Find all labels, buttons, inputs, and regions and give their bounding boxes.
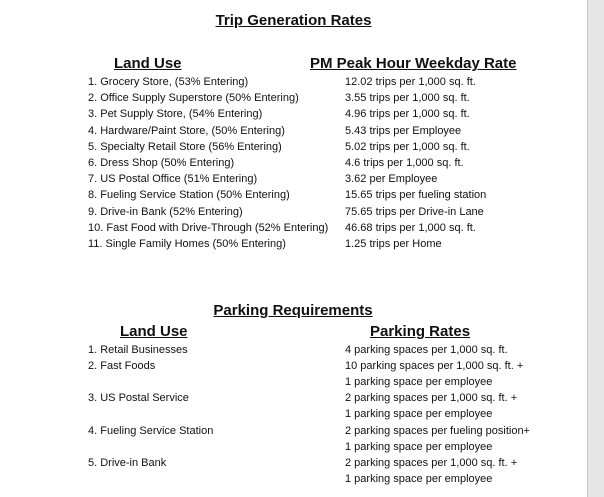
trip-row bbox=[0, 76, 587, 92]
parking-land-use-header: Land Use bbox=[120, 323, 188, 340]
parking-rate-line: 1 parking space per employee bbox=[345, 473, 493, 485]
land-use: 5. Specialty Retail Store (56% Entering) bbox=[88, 140, 282, 153]
parking-requirements-title: Parking Requirements bbox=[213, 302, 373, 319]
trip-rate: 1.25 trips per Home bbox=[345, 237, 442, 250]
trip-row bbox=[0, 125, 587, 141]
parking-rate-list bbox=[0, 344, 587, 489]
trip-row bbox=[0, 222, 587, 238]
trip-rate: 12.02 trips per 1,000 sq. ft. bbox=[345, 76, 476, 88]
parking-row bbox=[0, 360, 587, 392]
trip-row bbox=[0, 189, 587, 205]
trip-rate: 15.65 trips per fueling station bbox=[345, 189, 487, 202]
trip-rate-list bbox=[0, 76, 587, 254]
parking-rate bbox=[345, 392, 517, 424]
land-use: 4. Fueling Service Station bbox=[88, 424, 214, 437]
trip-row bbox=[0, 206, 587, 222]
trip-row bbox=[0, 157, 587, 173]
parking-rate-line: 10 parking spaces per 1,000 sq. ft. + bbox=[345, 360, 524, 372]
trip-row bbox=[0, 238, 587, 254]
land-use: 7. US Postal Office (51% Entering) bbox=[88, 173, 258, 186]
parking-rate bbox=[345, 425, 530, 457]
trip-rate: 46.68 trips per 1,000 sq. ft. bbox=[345, 221, 476, 234]
land-use: 1. Retail Businesses bbox=[88, 344, 188, 356]
land-use: 6. Dress Shop (50% Entering) bbox=[88, 156, 235, 169]
trip-generation-title: Trip Generation Rates bbox=[215, 12, 372, 29]
parking-rate-line: 2 parking spaces per 1,000 sq. ft. + bbox=[345, 457, 518, 469]
land-use: 9. Drive-in Bank (52% Entering) bbox=[88, 205, 243, 218]
land-use: 2. Fast Foods bbox=[88, 360, 156, 372]
parking-rate-line: 2 parking spaces per 1,000 sq. ft. + bbox=[345, 392, 518, 404]
vertical-scrollbar[interactable] bbox=[587, 0, 604, 497]
land-use: 3. US Postal Service bbox=[88, 392, 189, 404]
parking-rate-line: 2 parking spaces per fueling position+ bbox=[345, 424, 530, 437]
trip-rate: 3.55 trips per 1,000 sq. ft. bbox=[345, 92, 470, 105]
land-use: 8. Fueling Service Station (50% Entering) bbox=[88, 189, 290, 202]
trip-row bbox=[0, 173, 587, 189]
land-use: 1. Grocery Store, (53% Entering) bbox=[88, 76, 249, 88]
trip-rate: 5.43 trips per Employee bbox=[345, 124, 462, 137]
trip-row bbox=[0, 92, 587, 108]
parking-rate-line: 1 parking space per employee bbox=[345, 440, 493, 453]
parking-rate: 4 parking spaces per 1,000 sq. ft. bbox=[345, 344, 508, 356]
trip-rate: 75.65 trips per Drive-in Lane bbox=[345, 205, 484, 218]
parking-row bbox=[0, 457, 587, 489]
parking-rate-line: 1 parking space per employee bbox=[345, 376, 493, 388]
land-use: 3. Pet Supply Store, (54% Entering) bbox=[88, 108, 263, 121]
parking-rate-header: Parking Rates bbox=[370, 323, 471, 340]
trip-rate: 3.62 per Employee bbox=[345, 173, 438, 186]
trip-rate: 5.02 trips per 1,000 sq. ft. bbox=[345, 140, 470, 153]
land-use: 10. Fast Food with Drive-Through (52% Entering) bbox=[88, 221, 329, 234]
trip-row bbox=[0, 108, 587, 124]
land-use: 2. Office Supply Superstore (50% Entering) bbox=[88, 92, 299, 105]
parking-row bbox=[0, 392, 587, 425]
trip-rate: 4.6 trips per 1,000 sq. ft. bbox=[345, 156, 464, 169]
trip-rate-header: PM Peak Hour Weekday Rate bbox=[310, 55, 517, 72]
trip-rate: 4.96 trips per 1,000 sq. ft. bbox=[345, 108, 470, 121]
parking-row bbox=[0, 344, 587, 360]
parking-rate-line: 1 parking space per employee bbox=[345, 408, 493, 420]
parking-rate bbox=[345, 360, 523, 392]
trip-row bbox=[0, 141, 587, 157]
parking-row bbox=[0, 425, 587, 458]
land-use: 5. Drive-in Bank bbox=[88, 457, 167, 469]
parking-rate bbox=[345, 457, 517, 489]
land-use: 4. Hardware/Paint Store, (50% Entering) bbox=[88, 124, 285, 137]
trip-land-use-header: Land Use bbox=[114, 55, 182, 72]
land-use: 11. Single Family Homes (50% Entering) bbox=[88, 237, 286, 250]
